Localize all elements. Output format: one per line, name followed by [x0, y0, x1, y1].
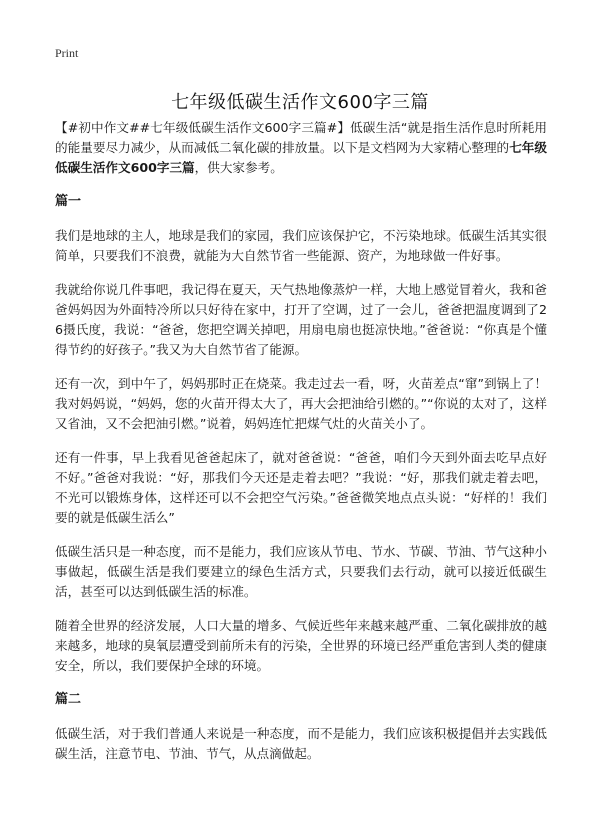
paragraph: 还有一次，到中午了，妈妈那时正在烧菜。我走过去一看，呀，火苗差点“窜”到锅上了！我对妈妈说，“妈妈，您的火苗开得太大了，再大会把油给引燃的。”“你说的太对了，这样又省油，又不会把油引燃。”说着，妈妈连忙把煤气灶的火苗关小了。	[55, 376, 547, 431]
section-heading-2: 篇二	[55, 692, 82, 707]
paragraph: 还有一件事，早上我看见爸爸起床了，就对爸爸说：“爸爸，咱们今天到外面去吃早点好不好。”爸爸对我说：“好，那我们今天还是走着去吧？”我说：“好，那我们就走着去吧，不光可以锻炼身体，这样还可以不会把空气污染。”爸爸微笑地点点头说：“好样的！我们要的就是低碳生活么”	[55, 450, 547, 525]
intro-paragraph	[55, 118, 547, 178]
paragraph: 我们是地球的主人，地球是我们的家园，我们应该保护它，不污染地球。低碳生活其实很简单，只要我们不浪费，就能为大自然节省一些能源、资产，为地球做一件好事。	[55, 228, 547, 263]
print-link[interactable]: Print	[55, 46, 79, 60]
paragraph: 低碳生活只是一种态度，而不是能力，我们应该从节电、节水、节碳、节油、节气这种小事做起，低碳生活是我们要建立的绿色生活方式，只要我们去行动，就可以接近低碳生活，甚至可以达到低碳生活的标准。	[55, 544, 547, 599]
paragraph: 随着全世界的经济发展，人口大量的增多、气候近些年来越来越严重、二氧化碳排放的越来越多，地球的臭氧层遭受到前所未有的污染，全世界的环境已经严重危害到人类的健康安全，所以，我们要保护全球的环境。	[55, 618, 547, 673]
intro-tail: ，供大家参考。	[194, 160, 283, 175]
intro-lead: 【#初中作文##七年级低碳生活作文600字三篇#】低碳生活“就是指生活作息时所耗用的能量要尽力减少，从而减低二氧化碳的排放量。以下是文档网为大家精心整理的	[55, 120, 547, 155]
page-title: 七年级低碳生活作文600字三篇	[171, 92, 429, 114]
section-heading-1: 篇一	[55, 194, 82, 209]
intro-bold-title: 七年级低碳生活作文600字三篇	[55, 140, 548, 175]
paragraph: 我就给你说几件事吧，我记得在夏天，天气热地像蒸炉一样，大地上感觉冒着火，我和爸爸妈妈因为外面特冷所以只好待在家中，打开了空调，过了一会儿，爸爸把温度调到了26摄氏度，我说：“爸爸，您把空调关掉吧，用扇电扇也挺凉快地。”爸爸说：“你真是个懂得节约的好孩子。”我又为大自然节省了能源。	[55, 282, 547, 357]
article-body	[55, 118, 547, 778]
paragraph: 低碳生活，对于我们普通人来说是一种态度，而不是能力，我们应该积极提倡并去实践低碳生活，注意节电、节油、节气，从点滴做起。	[55, 726, 547, 761]
